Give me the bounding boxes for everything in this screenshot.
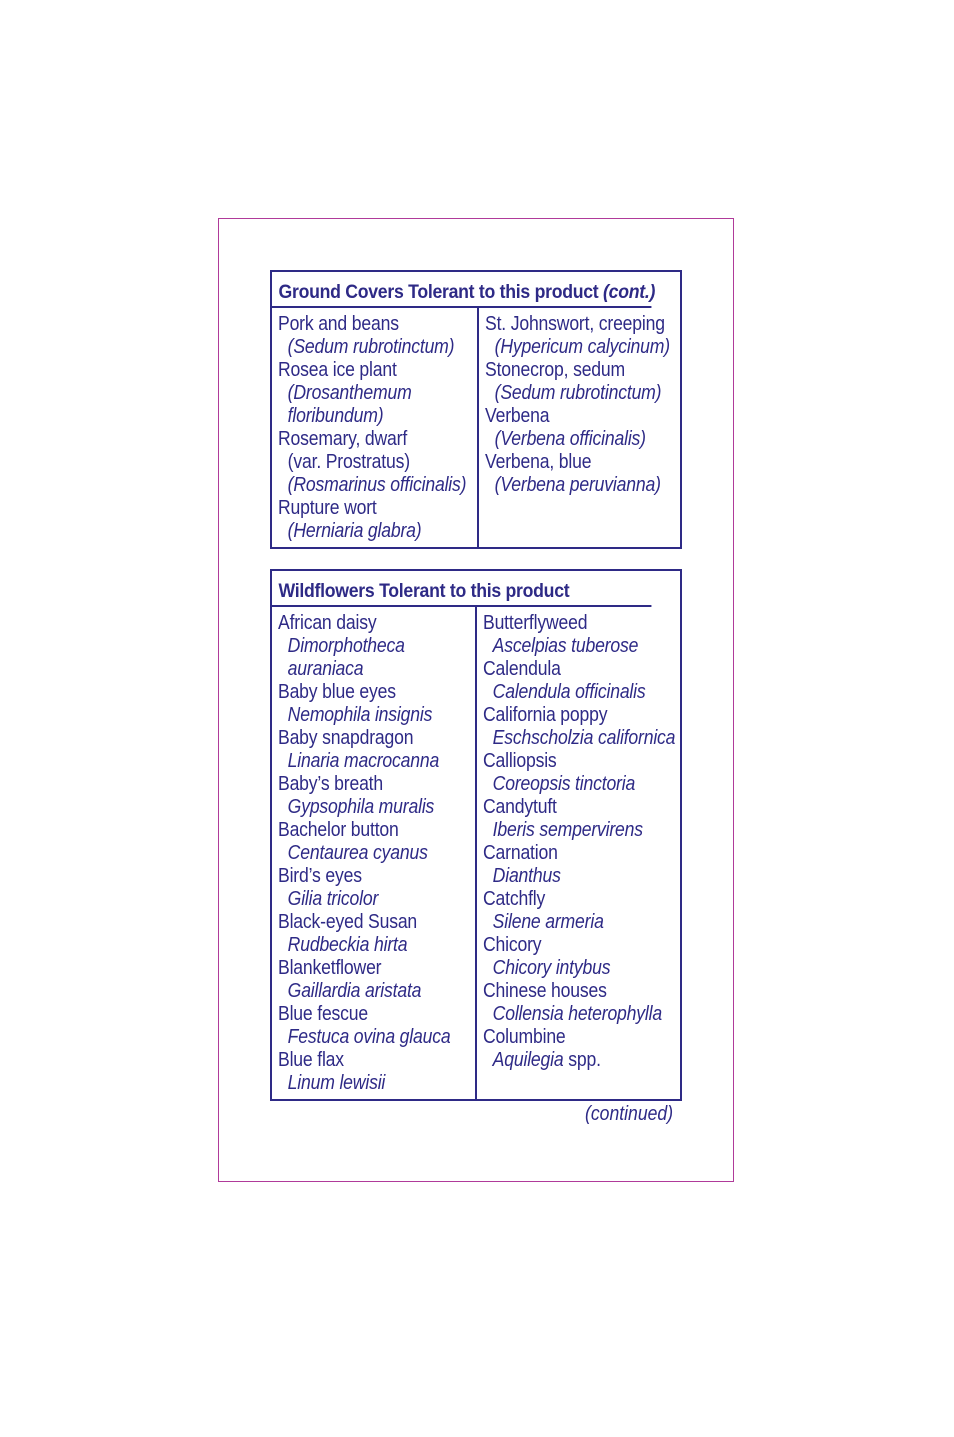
ground-covers-title <box>272 272 656 308</box>
plant-detail-line <box>278 405 453 428</box>
continued-note: (continued) <box>584 1103 673 1125</box>
plant-text: Catchfly <box>483 888 546 910</box>
plant-text: (Herniaria glabra) <box>287 520 422 542</box>
plant-text: (Verbena officinalis) <box>494 428 646 450</box>
plant-text: (Sedum rubrotinctum) <box>287 336 455 358</box>
plant-text: Collensia heterophylla <box>492 1003 662 1025</box>
plant-text: Rosea ice plant <box>278 359 397 381</box>
plant-detail-line <box>278 451 453 474</box>
plant-text: Verbena <box>485 405 550 427</box>
plant-common-name <box>278 1049 451 1072</box>
plant-detail-line <box>278 842 451 865</box>
plant-detail-line <box>483 957 656 980</box>
plant-detail-line <box>278 1026 451 1049</box>
plant-text: Bachelor button <box>278 819 399 841</box>
plant-text: Iberis sempervirens <box>492 819 643 841</box>
plant-common-name <box>278 819 451 842</box>
plant-detail-line <box>483 865 656 888</box>
plant-text: floribundum) <box>287 405 384 427</box>
plant-common-name <box>278 497 453 520</box>
plant-text: Rosemary, dwarf <box>278 428 408 450</box>
plant-text: Stonecrop, sedum <box>485 359 626 381</box>
plant-text: Festuca ovina glauca <box>287 1026 451 1048</box>
plant-detail-line <box>483 819 656 842</box>
plant-detail-line <box>278 474 467 497</box>
plant-text: Chinese houses <box>483 980 607 1002</box>
plant-text: Blanketflower <box>278 957 382 979</box>
plant-detail-line <box>483 1049 656 1072</box>
plant-detail-line <box>278 336 453 359</box>
plant-detail-line <box>483 1003 662 1026</box>
wildflowers-right-column <box>475 607 680 1099</box>
plant-detail-line <box>483 681 656 704</box>
plant-detail-line <box>483 911 656 934</box>
plant-text: Baby snapdragon <box>278 727 414 749</box>
plant-text: Rupture wort <box>278 497 377 519</box>
plant-text: Eschscholzia californica <box>492 727 676 749</box>
ground-covers-title-suffix: (cont.) <box>603 282 656 303</box>
plant-text: Aquilegia <box>492 1049 564 1071</box>
plant-text: (Hypericum calycinum) <box>494 336 670 358</box>
plant-detail-line <box>278 704 451 727</box>
plant-text: Chicory <box>483 934 542 956</box>
plant-detail-line <box>485 336 670 359</box>
plant-text: (var. Prostratus) <box>287 451 410 473</box>
ground-covers-columns <box>272 308 680 547</box>
plant-common-name <box>483 750 656 773</box>
plant-text: Linum lewisii <box>287 1072 386 1094</box>
plant-text: Gypsophila muralis <box>287 796 435 818</box>
plant-text: Centaurea cyanus <box>287 842 428 864</box>
plant-text: Rudbeckia hirta <box>287 934 408 956</box>
wildflowers-left-column <box>272 607 475 1099</box>
plant-text: Blue flax <box>278 1049 344 1071</box>
plant-text: Ascelpias tuberose <box>492 635 639 657</box>
plant-common-name <box>483 980 656 1003</box>
plant-text: Butterflyweed <box>483 612 588 634</box>
plant-detail-line <box>483 635 656 658</box>
plant-text: Dimorphotheca <box>287 635 405 657</box>
plant-common-name <box>485 313 665 336</box>
plant-text: Gilia tricolor <box>287 888 379 910</box>
plant-text: California poppy <box>483 704 608 726</box>
plant-common-name <box>278 1003 451 1026</box>
plant-common-name <box>483 796 656 819</box>
plant-common-name <box>278 428 453 451</box>
plant-detail-line <box>278 520 453 543</box>
plant-text: Gaillardia aristata <box>287 980 422 1002</box>
ground-covers-left-column <box>272 308 477 547</box>
plant-text: Black-eyed Susan <box>278 911 418 933</box>
plant-detail-line <box>278 1072 451 1095</box>
plant-common-name <box>483 1026 656 1049</box>
wildflowers-title <box>272 571 651 607</box>
plant-text: Calendula <box>483 658 561 680</box>
plant-common-name <box>278 359 453 382</box>
plant-text: Candytuft <box>483 796 557 818</box>
plant-text: Nemophila insignis <box>287 704 433 726</box>
plant-text: Chicory intybus <box>492 957 611 979</box>
plant-detail-line <box>485 382 662 405</box>
plant-suffix: spp. <box>563 1049 601 1071</box>
plant-text: Pork and beans <box>278 313 399 335</box>
plant-detail-line <box>278 934 451 957</box>
ground-covers-table <box>270 270 682 549</box>
plant-text: St. Johnswort, creeping <box>485 313 665 335</box>
plant-text: (Verbena peruvianna) <box>494 474 661 496</box>
plant-text: Carnation <box>483 842 558 864</box>
plant-detail-line <box>278 382 453 405</box>
ground-covers-title-text: Ground Covers Tolerant to this product <box>278 282 599 303</box>
plant-text: Baby’s breath <box>278 773 384 795</box>
plant-text: Silene armeria <box>492 911 604 933</box>
plant-common-name <box>483 612 656 635</box>
plant-detail-line <box>485 428 658 451</box>
wildflowers-title-text: Wildflowers Tolerant to this product <box>278 581 570 602</box>
plant-detail-line <box>483 727 676 750</box>
plant-detail-line <box>278 635 451 658</box>
plant-common-name <box>483 842 656 865</box>
plant-common-name <box>483 704 656 727</box>
plant-common-name <box>278 865 451 888</box>
plant-common-name <box>485 451 658 474</box>
plant-text: African daisy <box>278 612 377 634</box>
plant-common-name <box>278 911 451 934</box>
plant-text: Bird’s eyes <box>278 865 362 887</box>
plant-detail-line <box>483 773 656 796</box>
plant-detail-line <box>278 658 451 681</box>
plant-text: Linaria macrocanna <box>287 750 440 772</box>
plant-text: Coreopsis tinctoria <box>492 773 636 795</box>
ground-covers-right-column <box>477 308 682 547</box>
plant-detail-line <box>278 888 451 911</box>
plant-text: auraniaca <box>287 658 364 680</box>
plant-common-name <box>485 405 658 428</box>
plant-detail-line <box>278 750 451 773</box>
plant-common-name <box>278 773 451 796</box>
wildflowers-columns <box>272 607 680 1099</box>
plant-common-name <box>485 359 658 382</box>
wildflowers-table <box>270 569 682 1101</box>
plant-common-name <box>278 313 453 336</box>
plant-common-name <box>278 681 451 704</box>
plant-text: Blue fescue <box>278 1003 369 1025</box>
plant-common-name <box>483 934 656 957</box>
plant-text: Verbena, blue <box>485 451 592 473</box>
plant-text: (Rosmarinus officinalis) <box>287 474 467 496</box>
plant-common-name <box>483 658 656 681</box>
plant-detail-line <box>278 980 451 1003</box>
plant-text: Dianthus <box>492 865 561 887</box>
plant-common-name <box>278 727 451 750</box>
plant-text: Calendula officinalis <box>492 681 646 703</box>
plant-common-name <box>278 957 451 980</box>
plant-text: Columbine <box>483 1026 566 1048</box>
plant-text: (Sedum rubrotinctum) <box>494 382 662 404</box>
plant-common-name <box>278 612 451 635</box>
plant-text: Calliopsis <box>483 750 557 772</box>
plant-detail-line <box>278 796 451 819</box>
plant-common-name <box>483 888 656 911</box>
plant-text: Baby blue eyes <box>278 681 396 703</box>
plant-text: (Drosanthemum <box>287 382 412 404</box>
plant-detail-line <box>485 474 661 497</box>
